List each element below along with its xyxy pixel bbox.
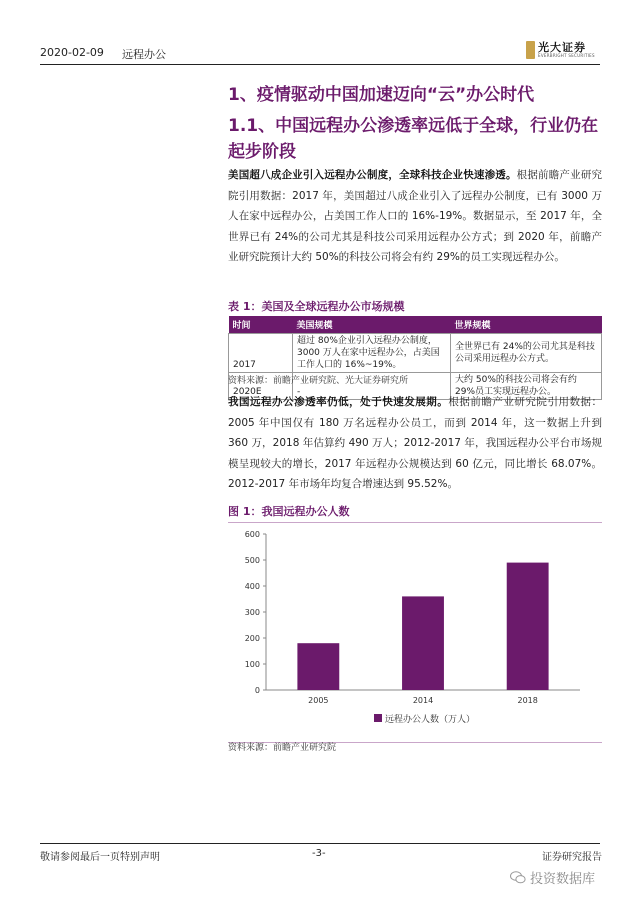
watermark [510, 868, 595, 887]
figure-source: 资料来源：前瞻产业研究院 [228, 743, 337, 753]
report-type: 证券研究报告 [542, 852, 602, 863]
table-source: 资料来源：前瞻产业研究院、光大证券研究所 [228, 376, 409, 386]
subsection-heading: 1.1、中国远程办公渗透率远低于全球，行业仍在起步阶段 [228, 116, 599, 162]
logo-name-cn: 光大证券 [538, 40, 586, 54]
market-size-table [228, 316, 602, 400]
cell-year: 2017 [229, 334, 293, 373]
bar [402, 596, 444, 690]
y-tick-label: 200 [244, 634, 260, 643]
figure-title: 图 1：我国远程办公人数 [228, 505, 350, 518]
bar [507, 563, 549, 690]
paragraph-lead: 美国超八成企业引入远程办公制度，全球科技企业快速渗透。 [228, 169, 517, 181]
y-tick-label: 0 [254, 686, 260, 695]
legend-swatch [374, 714, 382, 722]
paragraph-lead: 我国远程办公渗透率仍低，处于快速发展期。 [228, 396, 449, 408]
y-tick-label: 500 [244, 556, 260, 565]
y-tick-label: 300 [244, 608, 260, 617]
cell-us: - [293, 373, 451, 400]
col-header-world: 世界规模 [451, 316, 602, 334]
wechat-icon [510, 871, 526, 884]
report-category: 远程办公 [122, 48, 166, 61]
col-header-us: 美国规模 [293, 316, 451, 334]
page-number: -3- [312, 848, 326, 859]
bar-chart [228, 524, 602, 739]
y-tick-label: 400 [244, 582, 260, 591]
paragraph-us-global [228, 165, 602, 268]
table-header-row [229, 316, 602, 334]
logo-mark-icon [526, 41, 535, 59]
cell-world: 全世界已有 24%的公司尤其是科技公司采用远程办公方式。 [451, 334, 602, 373]
col-header-time: 时间 [229, 316, 293, 334]
y-tick-label: 600 [244, 530, 260, 539]
bar [297, 643, 339, 690]
footer-divider [40, 843, 600, 844]
table-row [229, 334, 602, 373]
x-tick-label: 2005 [308, 696, 329, 705]
disclaimer-note: 敬请参阅最后一页特别声明 [40, 852, 160, 863]
paragraph-body: 根据前瞻产业研究院引用数据：2017 年，美国超过八成企业引入了远程办公制度，已有 3000 万人在家中远程办公，占美国工作人口的 16%-19%。数据显示，至 2017 年，全世界已有 24%的公司尤其是科技公司采用远程办公方式；到 2020 年，前瞻产业研究院预计大约 50%的科技公司将会有约 29%的员工实现远程办公。 [228, 169, 603, 263]
paragraph-china [228, 392, 602, 495]
cell-us: 超过 80%企业引入远程办公制度，3000 万人在家中远程办公，占美国工作人口的 16%~19%。 [293, 334, 451, 373]
header-divider [40, 64, 600, 65]
watermark-text: 投资数据库 [530, 872, 596, 887]
x-tick-label: 2018 [517, 696, 538, 705]
legend-label: 远程办公人数（万人） [385, 715, 476, 725]
x-tick-label: 2014 [412, 696, 434, 705]
table-title: 表 1：美国及全球远程办公市场规模 [228, 300, 405, 313]
y-tick-label: 100 [244, 660, 260, 669]
cell-world: 大约 50%的科技公司将会有约 29%员工实现远程办公。 [451, 373, 602, 400]
section-heading: 1、疫情驱动中国加速迈向“云”办公时代 [228, 85, 535, 105]
figure-top-rule [228, 522, 602, 523]
report-date: 2020-02-09 [40, 46, 104, 59]
paragraph-body: 根据前瞻产业研究院引用数据：2005 年中国仅有 180 万名远程办公员工，而到 2014 年，这一数据上升到 360 万，2018 年估算约 490 万人；2012-2017 年，我国远程办公平台市场规模呈现较大的增长，2017 年远程办公规模达到 60 亿元，同比增长 68.07%。2012-2017 年市场年均复合增速达到 95.52%。 [228, 396, 603, 490]
company-logo [526, 40, 595, 60]
logo-name-en: EVERBRIGHT SECURITIES [538, 52, 595, 58]
cell-year: 2020E [229, 373, 293, 400]
